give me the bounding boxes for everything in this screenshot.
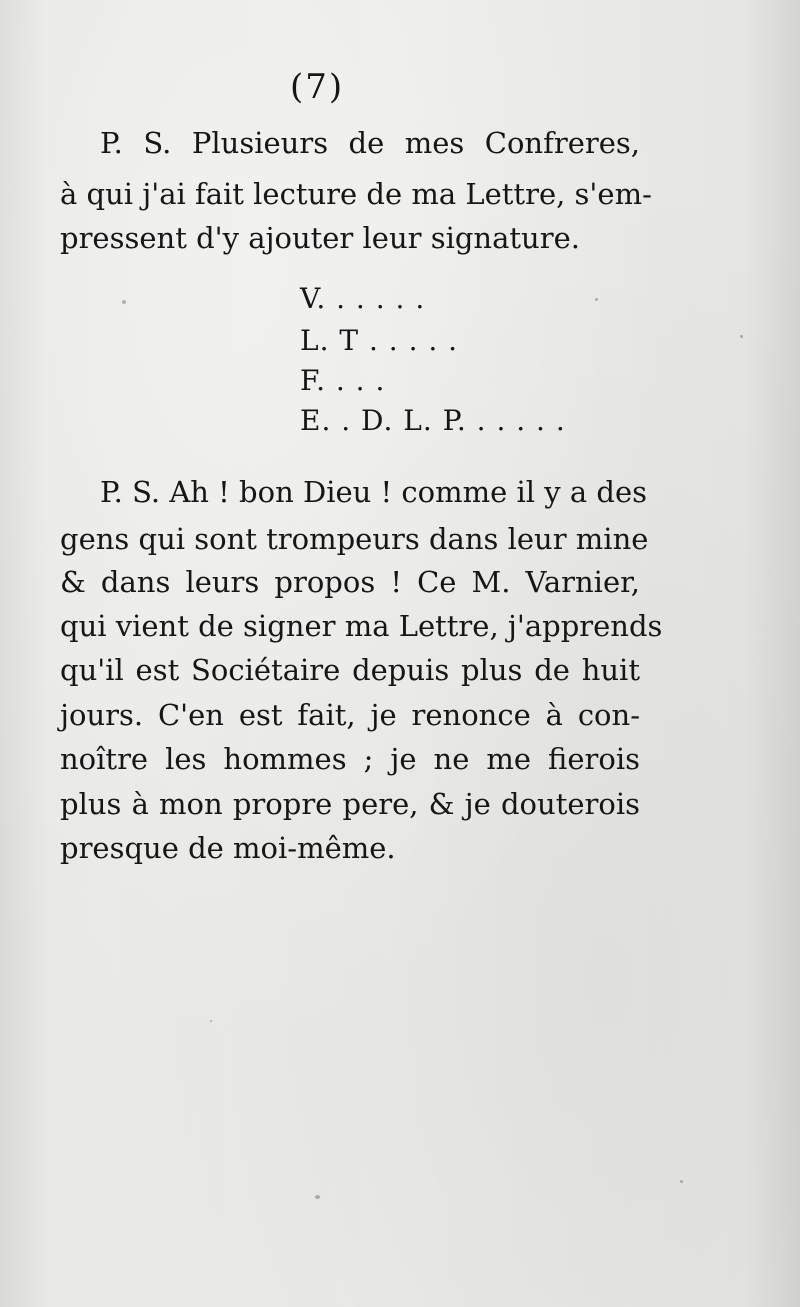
postscript-2-line-2: gens qui sont trompeurs dans leur mine [60,522,649,556]
postscript-1-line-1: P. S. Plusieurs de mes Confreres, [100,126,640,160]
signature-3: F. . . . [300,364,386,397]
postscript-2-line-1: P. S. Ah ! bon Dieu ! comme il y a des [100,475,647,509]
paper-speck [122,300,126,304]
postscript-2-line-8: plus à mon propre pere, & je douterois [60,787,640,821]
postscript-2-line-6: jours. C'en est fait, je renonce à con- [60,698,640,732]
page-number: (7) [290,67,345,107]
postscript-2-line-9: presque de moi-même. [60,831,396,865]
postscript-2-line-7: noître les hommes ; je ne me fierois [60,742,640,776]
paper-speck [315,1195,320,1199]
signature-2: L. T . . . . . [300,324,459,357]
postscript-2-line-5: qu'il est Sociétaire depuis plus de huit [60,653,640,687]
paper-speck [595,298,598,301]
signature-4: E. . D. L. P. . . . . . [300,404,566,437]
paper-speck [210,1020,212,1022]
postscript-1-line-2: à qui j'ai fait lecture de ma Lettre, s'em- [60,177,652,211]
paper-speck [680,1180,683,1183]
postscript-2-line-3: & dans leurs propos ! Ce M. Varnier, [60,565,640,599]
postscript-2-line-4: qui vient de signer ma Lettre, j'apprends [60,609,663,643]
postscript-1-line-3: pressent d'y ajouter leur signature. [60,221,580,255]
signature-1: V. . . . . . [300,282,426,315]
paper-speck [740,335,743,338]
